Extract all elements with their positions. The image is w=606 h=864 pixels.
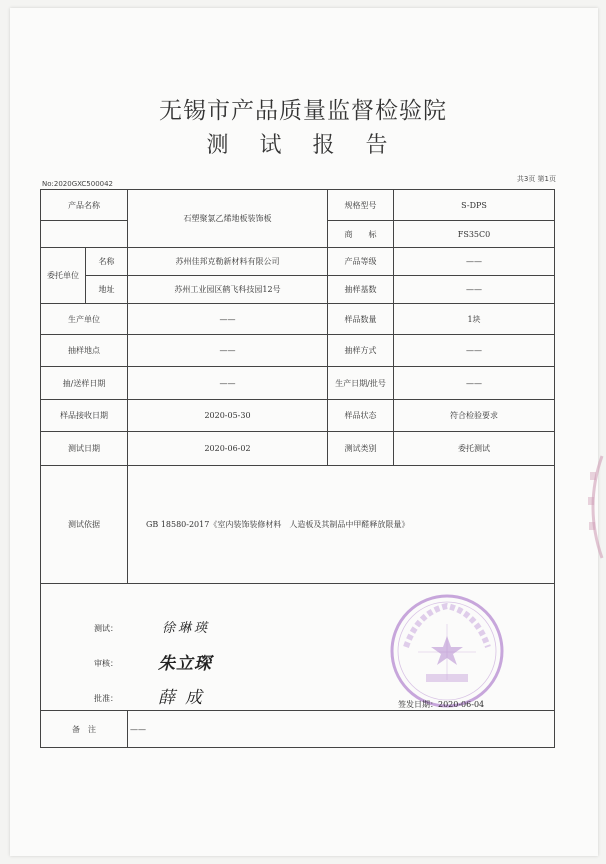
sample-qty-value: 1块 [394,304,555,335]
product-name-label-cont [41,221,128,248]
edge-seal [582,452,604,562]
issue-date: 签发日期：2020-06-04 [398,700,485,709]
table-row [41,248,555,276]
table-row [41,432,555,466]
test-basis-value: GB 18580-2017《室内装饰装修材料 人造板及其制品中甲醛释放限量》 [128,466,555,584]
approved-signature: 薛成 [158,688,212,708]
report-title: 测 试 报 告 [206,133,400,158]
table-row [41,711,555,748]
production-date-label: 生产日期/批号 [328,367,394,400]
test-type-value: 委托测试 [394,432,555,466]
client-name-value: 苏州佳邦克勒新材料有限公司 [128,248,328,276]
sample-base-label: 抽样基数 [328,276,394,304]
sample-site-label: 抽样地点 [41,335,128,367]
table-row [41,190,555,221]
tested-signature: 徐琳瑛 [162,621,211,636]
reviewed-signature: 朱立琛 [158,654,212,674]
client-name-label: 名称 [86,248,128,276]
spec-value: S-DPS [394,190,555,221]
test-date-value: 2020-06-02 [128,432,328,466]
table-row [41,335,555,367]
grade-value: —— [394,248,555,276]
table-row [41,367,555,400]
client-label: 委托单位 [41,248,86,304]
manufacturer-label: 生产单位 [41,304,128,335]
remark-value: —— [128,711,555,748]
page-info: 共3页 第1页 [516,175,556,183]
client-address-label: 地址 [86,276,128,304]
sample-method-label: 抽样方式 [328,335,394,367]
receive-date-label: 样品接收日期 [41,400,128,432]
spec-label: 规格型号 [328,190,394,221]
table-row [41,466,555,584]
institute-title: 无锡市产品质量监督检验院 [159,98,447,124]
product-name-value: 石塑聚氯乙烯地板装饰板 [128,190,328,248]
tested-label: 测试： [94,624,118,633]
sample-base-value: —— [394,276,555,304]
sample-date-label: 抽/送样日期 [41,367,128,400]
receive-date-value: 2020-05-30 [128,400,328,432]
sample-state-label: 样品状态 [328,400,394,432]
test-date-label: 测试日期 [41,432,128,466]
test-basis-label: 测试依据 [41,466,128,584]
sample-site-value: —— [128,335,328,367]
grade-label: 产品等级 [328,248,394,276]
table-row [41,304,555,335]
manufacturer-value: —— [128,304,328,335]
trademark-label: 商 标 [328,221,394,248]
production-date-value: —— [394,367,555,400]
remark-label: 备 注 [41,711,128,748]
sample-method-value: —— [394,335,555,367]
client-address-value: 苏州工业园区鹤飞科技园12号 [128,276,328,304]
approved-label: 批准： [94,694,118,703]
sample-qty-label: 样品数量 [328,304,394,335]
trademark-value: FS35C0 [394,221,555,248]
table-row [41,276,555,304]
sample-state-value: 符合检验要求 [394,400,555,432]
product-name-label: 产品名称 [41,190,128,221]
test-type-label: 测试类别 [328,432,394,466]
table-row [41,400,555,432]
reviewed-label: 审核： [94,659,118,668]
report-number: No:2020GXC500042 [42,180,114,188]
official-seal [388,592,506,710]
sample-date-value: —— [128,367,328,400]
